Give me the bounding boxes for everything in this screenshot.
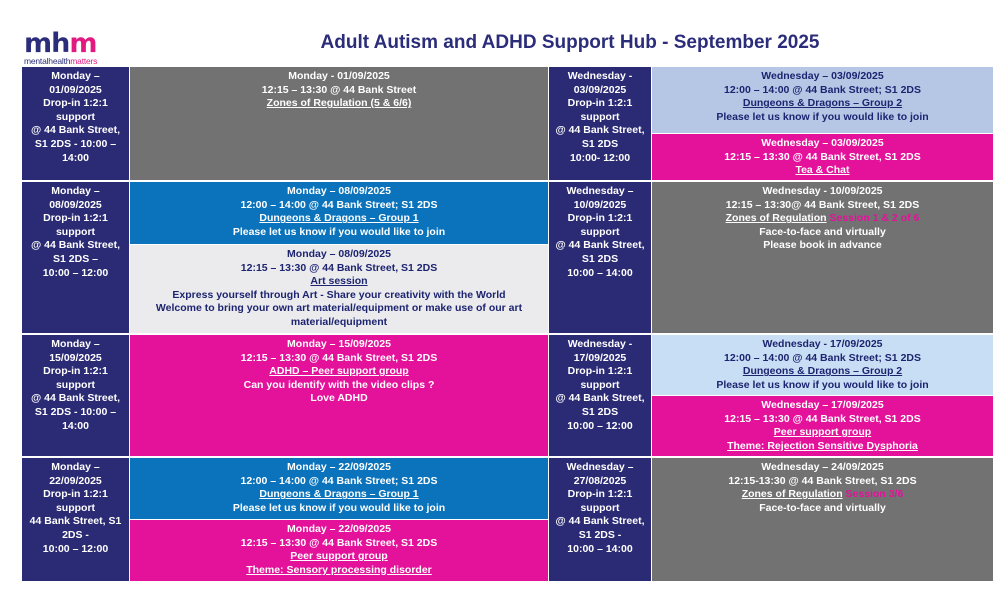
adhd-peer-support-link[interactable]: ADHD – Peer support group <box>269 365 409 378</box>
monday-adhd-peer-support-1509: Monday – 15/09/2025 12:15 – 13:30 @ 44 Bank Street, S1 2DS ADHD – Peer support group Can you identify with the video clips ? Love ADHD <box>130 335 548 456</box>
zones-of-regulation-link[interactable]: Zones of Regulation (5 & 6/6) <box>266 97 412 110</box>
monday-dropin-week4: Monday – 22/09/2025 Drop-in 1:2:1 support 44 Bank Street, S1 2DS - 10:00 – 12:00 <box>22 458 129 581</box>
rsd-theme-link[interactable]: Theme: Rejection Sensitive Dysphoria <box>727 439 918 452</box>
wednesday-zones-1009: Wednesday - 10/09/2025 12:15 – 13:30@ 44 Bank Street, S1 2DS Zones of Regulation Session 1 & 2 of 6 Face-to-face and virtually Please book in advance <box>652 182 993 333</box>
session-count: Session 1 & 2 of 6 <box>826 212 920 225</box>
dungeons-dragons-group1-link[interactable]: Dungeons & Dragons – Group 1 <box>259 488 419 501</box>
page-title: Adult Autism and ADHD Support Hub - September 2025 <box>320 32 820 53</box>
monday-dropin-week3: Monday – 15/09/2025 Drop-in 1:2:1 support @ 44 Bank Street, S1 2DS - 10:00 – 14:00 <box>22 335 129 456</box>
monday-session-0109: Monday - 01/09/2025 12:15 – 13:30 @ 44 Bank Street Zones of Regulation (5 & 6/6) <box>130 67 548 180</box>
wednesday-dnd-1709: Wednesday - 17/09/2025 12:00 – 14:00 @ 44 Bank Street; S1 2DS Dungeons & Dragons – Group 2 Please let us know if you would like to join <box>652 335 993 395</box>
wednesday-dropin-week4: Wednesday – 27/08/2025 Drop-in 1:2:1 support @ 44 Bank Street, S1 2DS - 10:00 – 14:00 <box>549 458 651 581</box>
logo-mark: mhm <box>24 28 97 59</box>
wednesday-tea-chat-0309: Wednesday – 03/09/2025 12:15 – 13:30 @ 44 Bank Street, S1 2DS Tea & Chat <box>652 134 993 180</box>
zones-of-regulation-link[interactable]: Zones of Regulation <box>741 488 843 501</box>
dungeons-dragons-group2-link[interactable]: Dungeons & Dragons – Group 2 <box>742 97 903 110</box>
tea-chat-link[interactable]: Tea & Chat <box>795 164 850 177</box>
peer-support-group-link[interactable]: Peer support group <box>773 426 872 439</box>
wednesday-zones-2409: Wednesday – 24/09/2025 12:15-13:30 @ 44 Bank Street, S1 2DS Zones of Regulation Session 3/6 Face-to-face and virtually <box>652 458 993 581</box>
monday-dnd-0809: Monday – 08/09/2025 12:00 – 14:00 @ 44 Bank Street; S1 2DS Dungeons & Dragons – Group 1 Please let us know if you would like to join <box>130 182 548 244</box>
sensory-theme-link[interactable]: Theme: Sensory processing disorder <box>246 563 432 576</box>
zones-of-regulation-link[interactable]: Zones of Regulation <box>725 212 827 225</box>
monday-art-session-0809: Monday – 08/09/2025 12:15 – 13:30 @ 44 Bank Street, S1 2DS Art session Express yourself through Art - Share your creativity with the World Welcome to bring your own art material/equipment or make use of our art material/equipment <box>130 245 548 333</box>
monday-dropin-week1: Monday – 01/09/2025 Drop-in 1:2:1 support @ 44 Bank Street, S1 2DS - 10:00 – 14:00 <box>22 67 129 180</box>
monday-dropin-week2: Monday – 08/09/2025 Drop-in 1:2:1 support @ 44 Bank Street, S1 2DS – 10:00 – 12:00 <box>22 182 129 333</box>
wednesday-dropin-week2: Wednesday – 10/09/2025 Drop-in 1:2:1 support @ 44 Bank Street, S1 2DS 10:00 – 14:00 <box>549 182 651 333</box>
monday-peer-support-2209: Monday – 22/09/2025 12:15 – 13:30 @ 44 Bank Street, S1 2DS Peer support group Theme: Sensory processing disorder <box>130 520 548 581</box>
wednesday-peer-support-1709: Wednesday – 17/09/2025 12:15 – 13:30 @ 44 Bank Street, S1 2DS Peer support group Theme: Rejection Sensitive Dysphoria <box>652 396 993 456</box>
peer-support-group-link[interactable]: Peer support group <box>290 550 388 563</box>
dungeons-dragons-group2-link[interactable]: Dungeons & Dragons – Group 2 <box>742 365 903 378</box>
monday-dnd-2209: Monday – 22/09/2025 12:00 – 14:00 @ 44 Bank Street; S1 2DS Dungeons & Dragons – Group 1 Please let us know if you would like to join <box>130 458 548 519</box>
wednesday-dropin-week3: Wednesday - 17/09/2025 Drop-in 1:2:1 support @ 44 Bank Street, S1 2DS 10:00 – 12:00 <box>549 335 651 456</box>
wednesday-dnd-0309: Wednesday – 03/09/2025 12:00 – 14:00 @ 44 Bank Street; S1 2DS Dungeons & Dragons – Group 2 Please let us know if you would like to join <box>652 67 993 133</box>
wednesday-dropin-week1: Wednesday - 03/09/2025 Drop-in 1:2:1 support @ 44 Bank Street, S1 2DS 10:00- 12:00 <box>549 67 651 180</box>
session-count: Session 3/6 <box>842 488 904 501</box>
mental-health-matters-logo <box>24 30 134 66</box>
art-session-link[interactable]: Art session <box>310 275 368 288</box>
logo-wordmark: mentalhealthmatters <box>24 56 98 66</box>
dungeons-dragons-group1-link[interactable]: Dungeons & Dragons – Group 1 <box>259 212 419 225</box>
